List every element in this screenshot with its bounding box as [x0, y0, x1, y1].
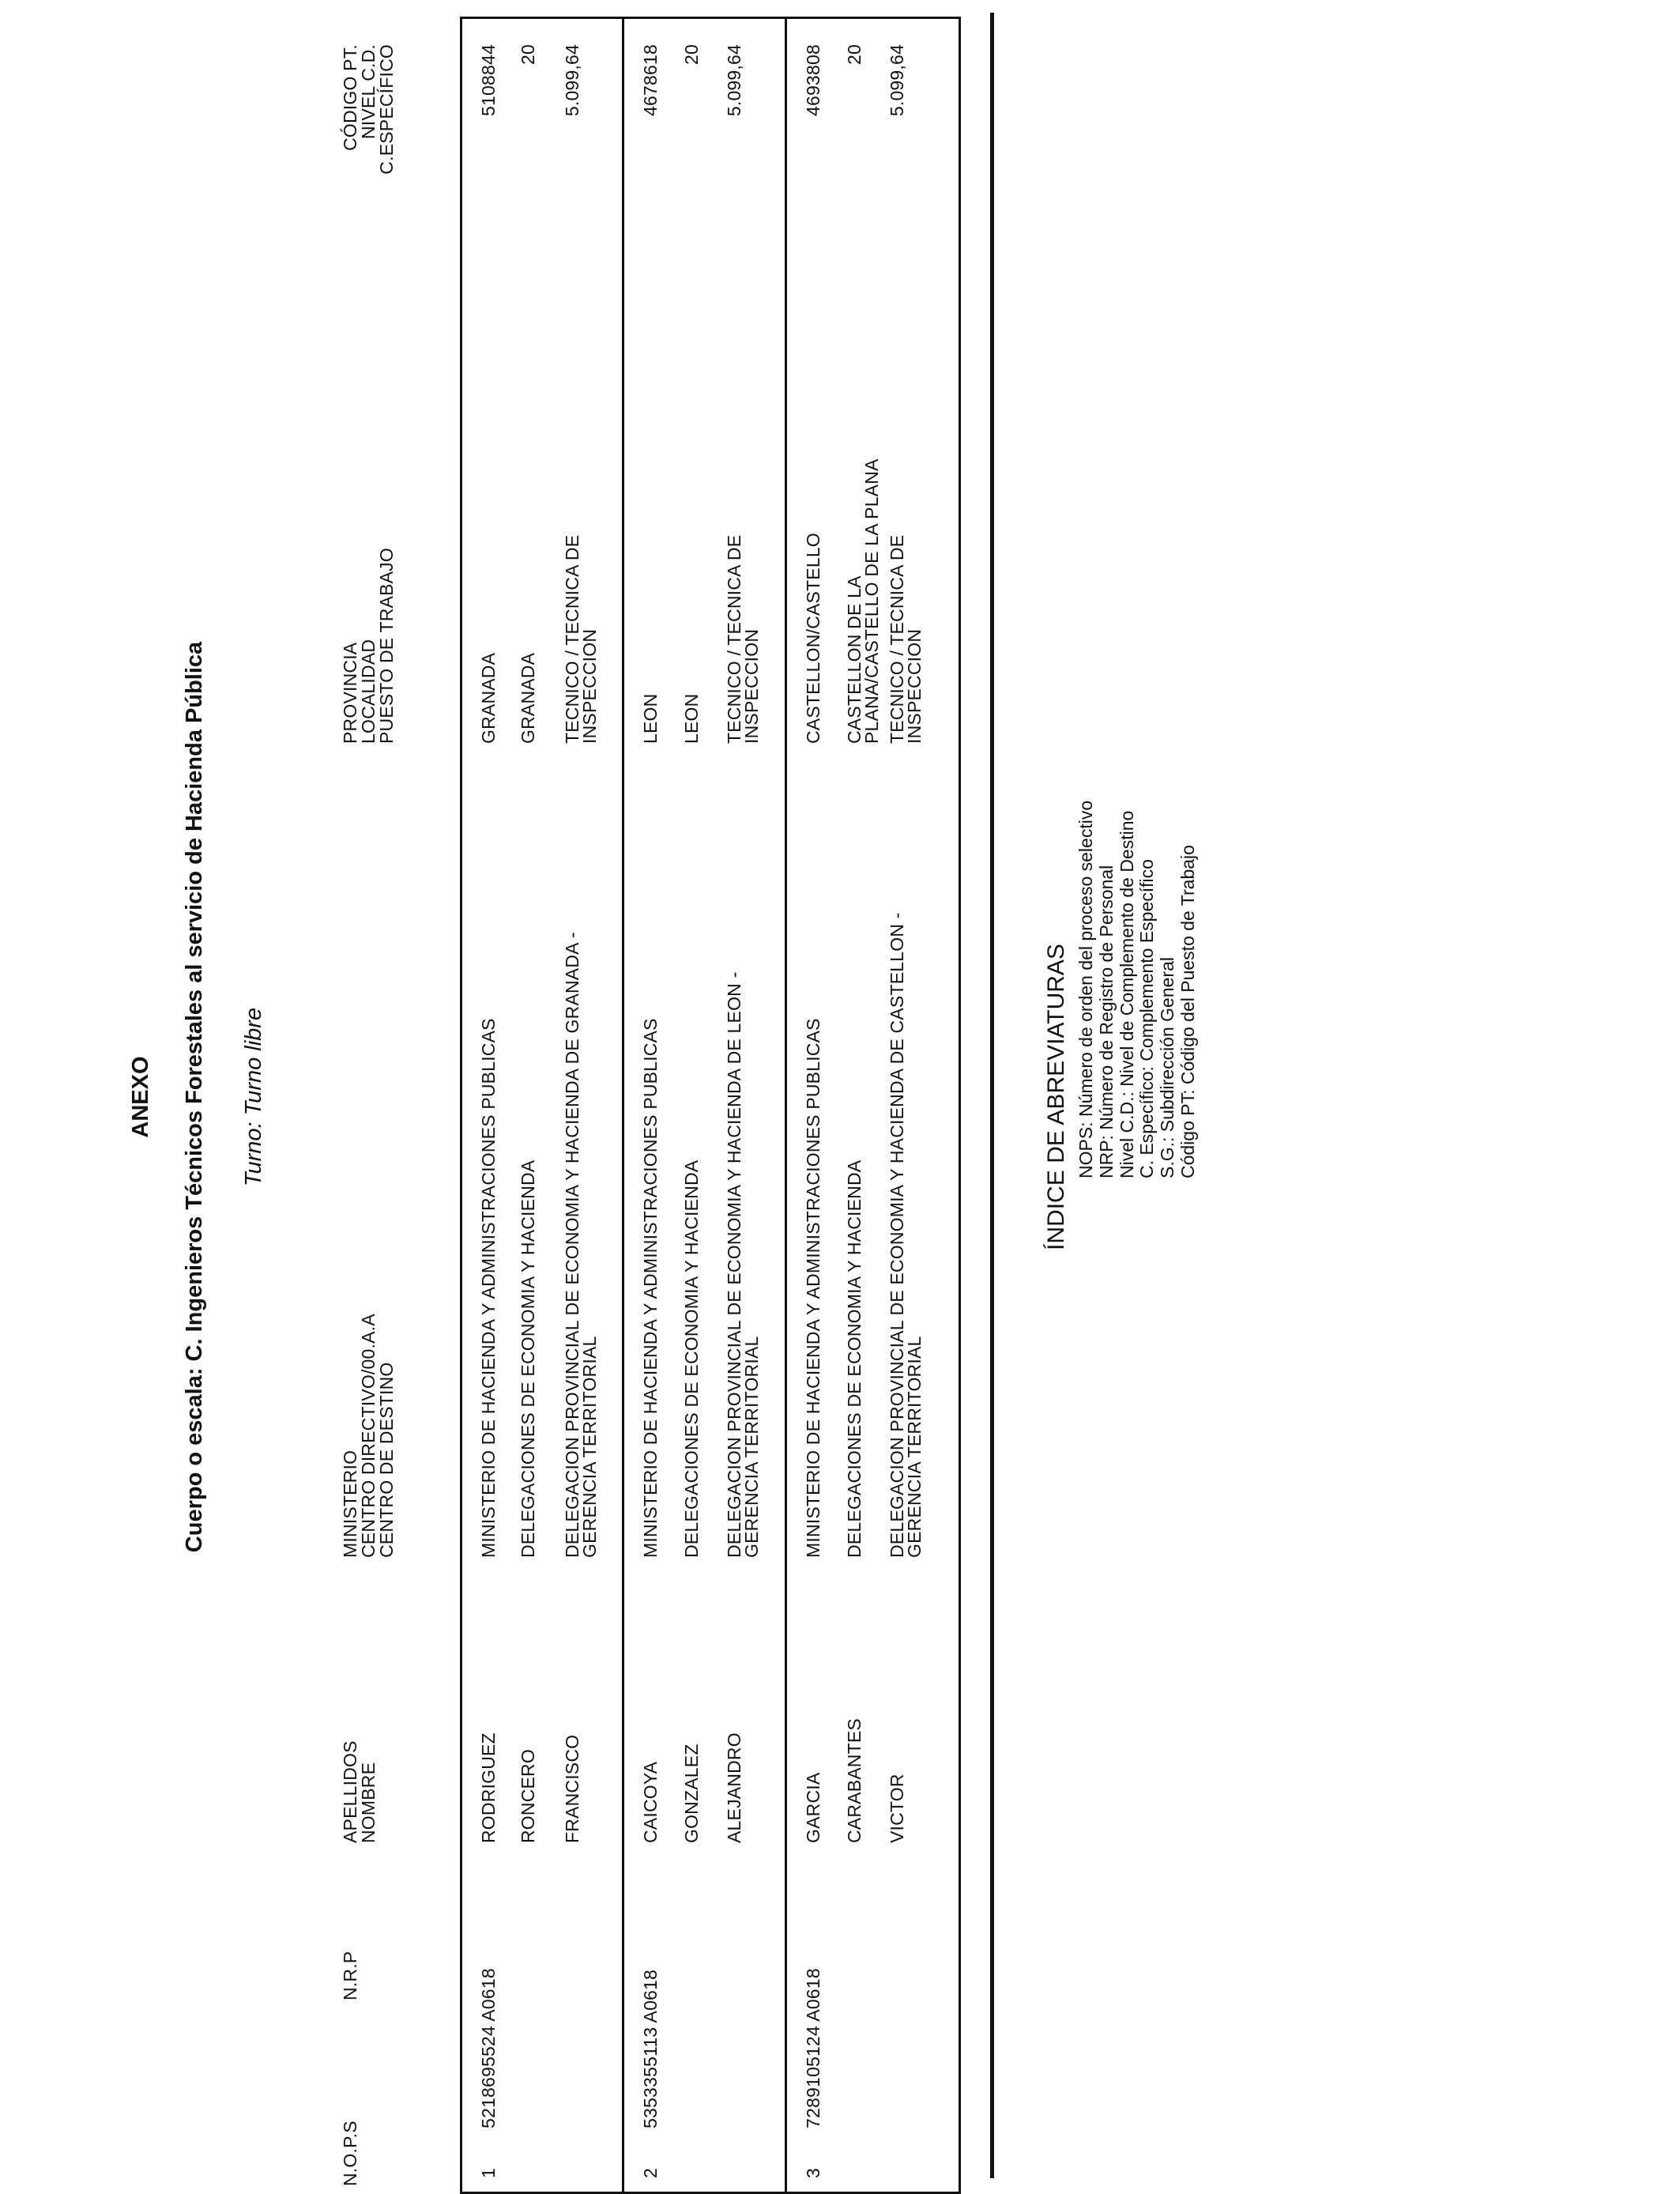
row-nrp: 7289105124 A0618 — [803, 1968, 823, 2128]
turno-subtitle: Turno: Turno libre — [241, 1007, 266, 1187]
header-localidad: LOCALIDAD — [358, 639, 379, 744]
row-codigo: 5108844 — [478, 44, 499, 116]
header-apellidos: APELLIDOS — [340, 1740, 360, 1843]
row-apellido2: GONZALEZ — [681, 1744, 702, 1843]
header-especifico: C.ESPECÍFICO — [376, 44, 397, 175]
indice-item: NOPS: Número de orden del proceso selectivo — [1075, 800, 1096, 1178]
header-provincia: PROVINCIA — [340, 642, 360, 744]
row-centro-destino: DELEGACION PROVINCIAL DE ECONOMIA Y HACIENDA DE CASTELLON - — [887, 912, 907, 1558]
indice-title: ÍNDICE DE ABREVIATURAS — [1043, 944, 1069, 1250]
indice-list — [1076, 801, 1199, 1178]
table-bottom-border — [959, 17, 961, 2194]
row-especifico: 5.099,64 — [562, 44, 582, 117]
row-centro-directivo: DELEGACIONES DE ECONOMIA Y HACIENDA — [844, 1159, 864, 1558]
row-centro-destino-2: GERENCIA TERRITORIAL — [741, 1336, 762, 1558]
row-puesto: TECNICO / TECNICA DE — [562, 534, 582, 744]
row-ministerio: MINISTERIO DE HACIENDA Y ADMINISTRACIONES PUBLICAS — [478, 1018, 499, 1558]
row-localidad: CASTELLON DE LA — [844, 575, 864, 744]
row-nivel: 20 — [681, 44, 702, 65]
header-codigo: CÓDIGO PT. — [340, 44, 360, 151]
row-nivel: 20 — [518, 44, 538, 65]
table-right-border — [460, 17, 961, 19]
header-ministerio: MINISTERIO — [340, 1449, 360, 1558]
header-nops: N.O.P.S — [340, 2120, 360, 2186]
indice-item: Nivel C.D.: Nivel de Complemento de Destino — [1116, 810, 1137, 1178]
row-nombre: VICTOR — [887, 1774, 907, 1843]
row-nops: 3 — [803, 2168, 823, 2178]
table-top-border — [460, 17, 462, 2194]
row-apellido1: RODRIGUEZ — [478, 1732, 499, 1843]
header-puesto: PUESTO DE TRABAJO — [376, 548, 397, 744]
row-apellido2: CARABANTES — [844, 1718, 864, 1843]
row-nrp: 5353355113 A0618 — [640, 1969, 661, 2128]
row-especifico: 5.099,64 — [887, 44, 907, 117]
indice-item: Código PT: Código del Puesto de Trabajo — [1177, 845, 1198, 1178]
row-divider — [785, 17, 787, 2194]
row-nombre: FRANCISCO — [562, 1734, 582, 1843]
row-centro-directivo: DELEGACIONES DE ECONOMIA Y HACIENDA — [681, 1159, 702, 1558]
row-nops: 1 — [478, 2168, 499, 2178]
row-puesto-2: INSPECCION — [579, 628, 600, 744]
header-nombre: NOMBRE — [358, 1762, 379, 1843]
separator-rule — [990, 13, 994, 2178]
row-localidad: LEON — [681, 693, 702, 744]
row-nivel: 20 — [844, 44, 864, 65]
indice-item: C. Específico: Complemento Específico — [1136, 859, 1158, 1178]
header-centro-directivo: CENTRO DIRECTIVO/00.A.A — [358, 1314, 379, 1558]
row-apellido1: GARCIA — [803, 1772, 823, 1843]
row-centro-destino: DELEGACION PROVINCIAL DE ECONOMIA Y HACIENDA DE GRANADA - — [562, 932, 582, 1558]
row-centro-destino-2: GERENCIA TERRITORIAL — [904, 1336, 925, 1558]
indice-item: NRP: Número de Registro de Personal — [1095, 865, 1117, 1178]
row-ministerio: MINISTERIO DE HACIENDA Y ADMINISTRACIONES PUBLICAS — [640, 1018, 661, 1558]
row-divider — [622, 17, 624, 2194]
anexo-heading: ANEXO — [128, 1056, 153, 1138]
row-puesto-2: INSPECCION — [904, 628, 925, 744]
row-centro-directivo: DELEGACIONES DE ECONOMIA Y HACIENDA — [518, 1159, 538, 1558]
row-puesto: TECNICO / TECNICA DE — [724, 534, 744, 744]
row-nops: 2 — [640, 2168, 661, 2178]
row-apellido2: RONCERO — [518, 1749, 538, 1843]
row-apellido1: CAICOYA — [640, 1761, 661, 1843]
row-especifico: 5.099,64 — [724, 44, 744, 117]
header-nrp: N.R.P — [340, 1951, 360, 2000]
page-title: Cuerpo o escala: C. Ingenieros Técnicos Forestales al servicio de Hacienda Pública — [182, 641, 207, 1553]
row-puesto-2: INSPECCION — [741, 628, 762, 744]
row-centro-destino-2: GERENCIA TERRITORIAL — [579, 1336, 600, 1558]
row-codigo: 4693808 — [803, 44, 823, 116]
indice-item: S.G.: Subdirección General — [1157, 957, 1177, 1178]
row-nrp: 5218695524 A0618 — [478, 1968, 499, 2128]
row-localidad: GRANADA — [518, 652, 538, 744]
row-localidad-2: PLANA/CASTELLO DE LA PLANA — [861, 458, 882, 744]
row-centro-destino: DELEGACION PROVINCIAL DE ECONOMIA Y HACIENDA DE LEON - — [724, 971, 744, 1558]
header-centro-destino: CENTRO DE DESTINO — [376, 1362, 397, 1558]
row-provincia: LEON — [640, 693, 661, 744]
row-puesto: TECNICO / TECNICA DE — [887, 534, 907, 744]
row-provincia: CASTELLON/CASTELLO — [803, 533, 823, 744]
row-ministerio: MINISTERIO DE HACIENDA Y ADMINISTRACIONES PUBLICAS — [803, 1018, 823, 1558]
header-nivel: NIVEL C.D. — [358, 44, 379, 140]
row-codigo: 4678618 — [640, 44, 661, 116]
row-nombre: ALEJANDRO — [724, 1732, 744, 1843]
row-provincia: GRANADA — [478, 652, 499, 744]
